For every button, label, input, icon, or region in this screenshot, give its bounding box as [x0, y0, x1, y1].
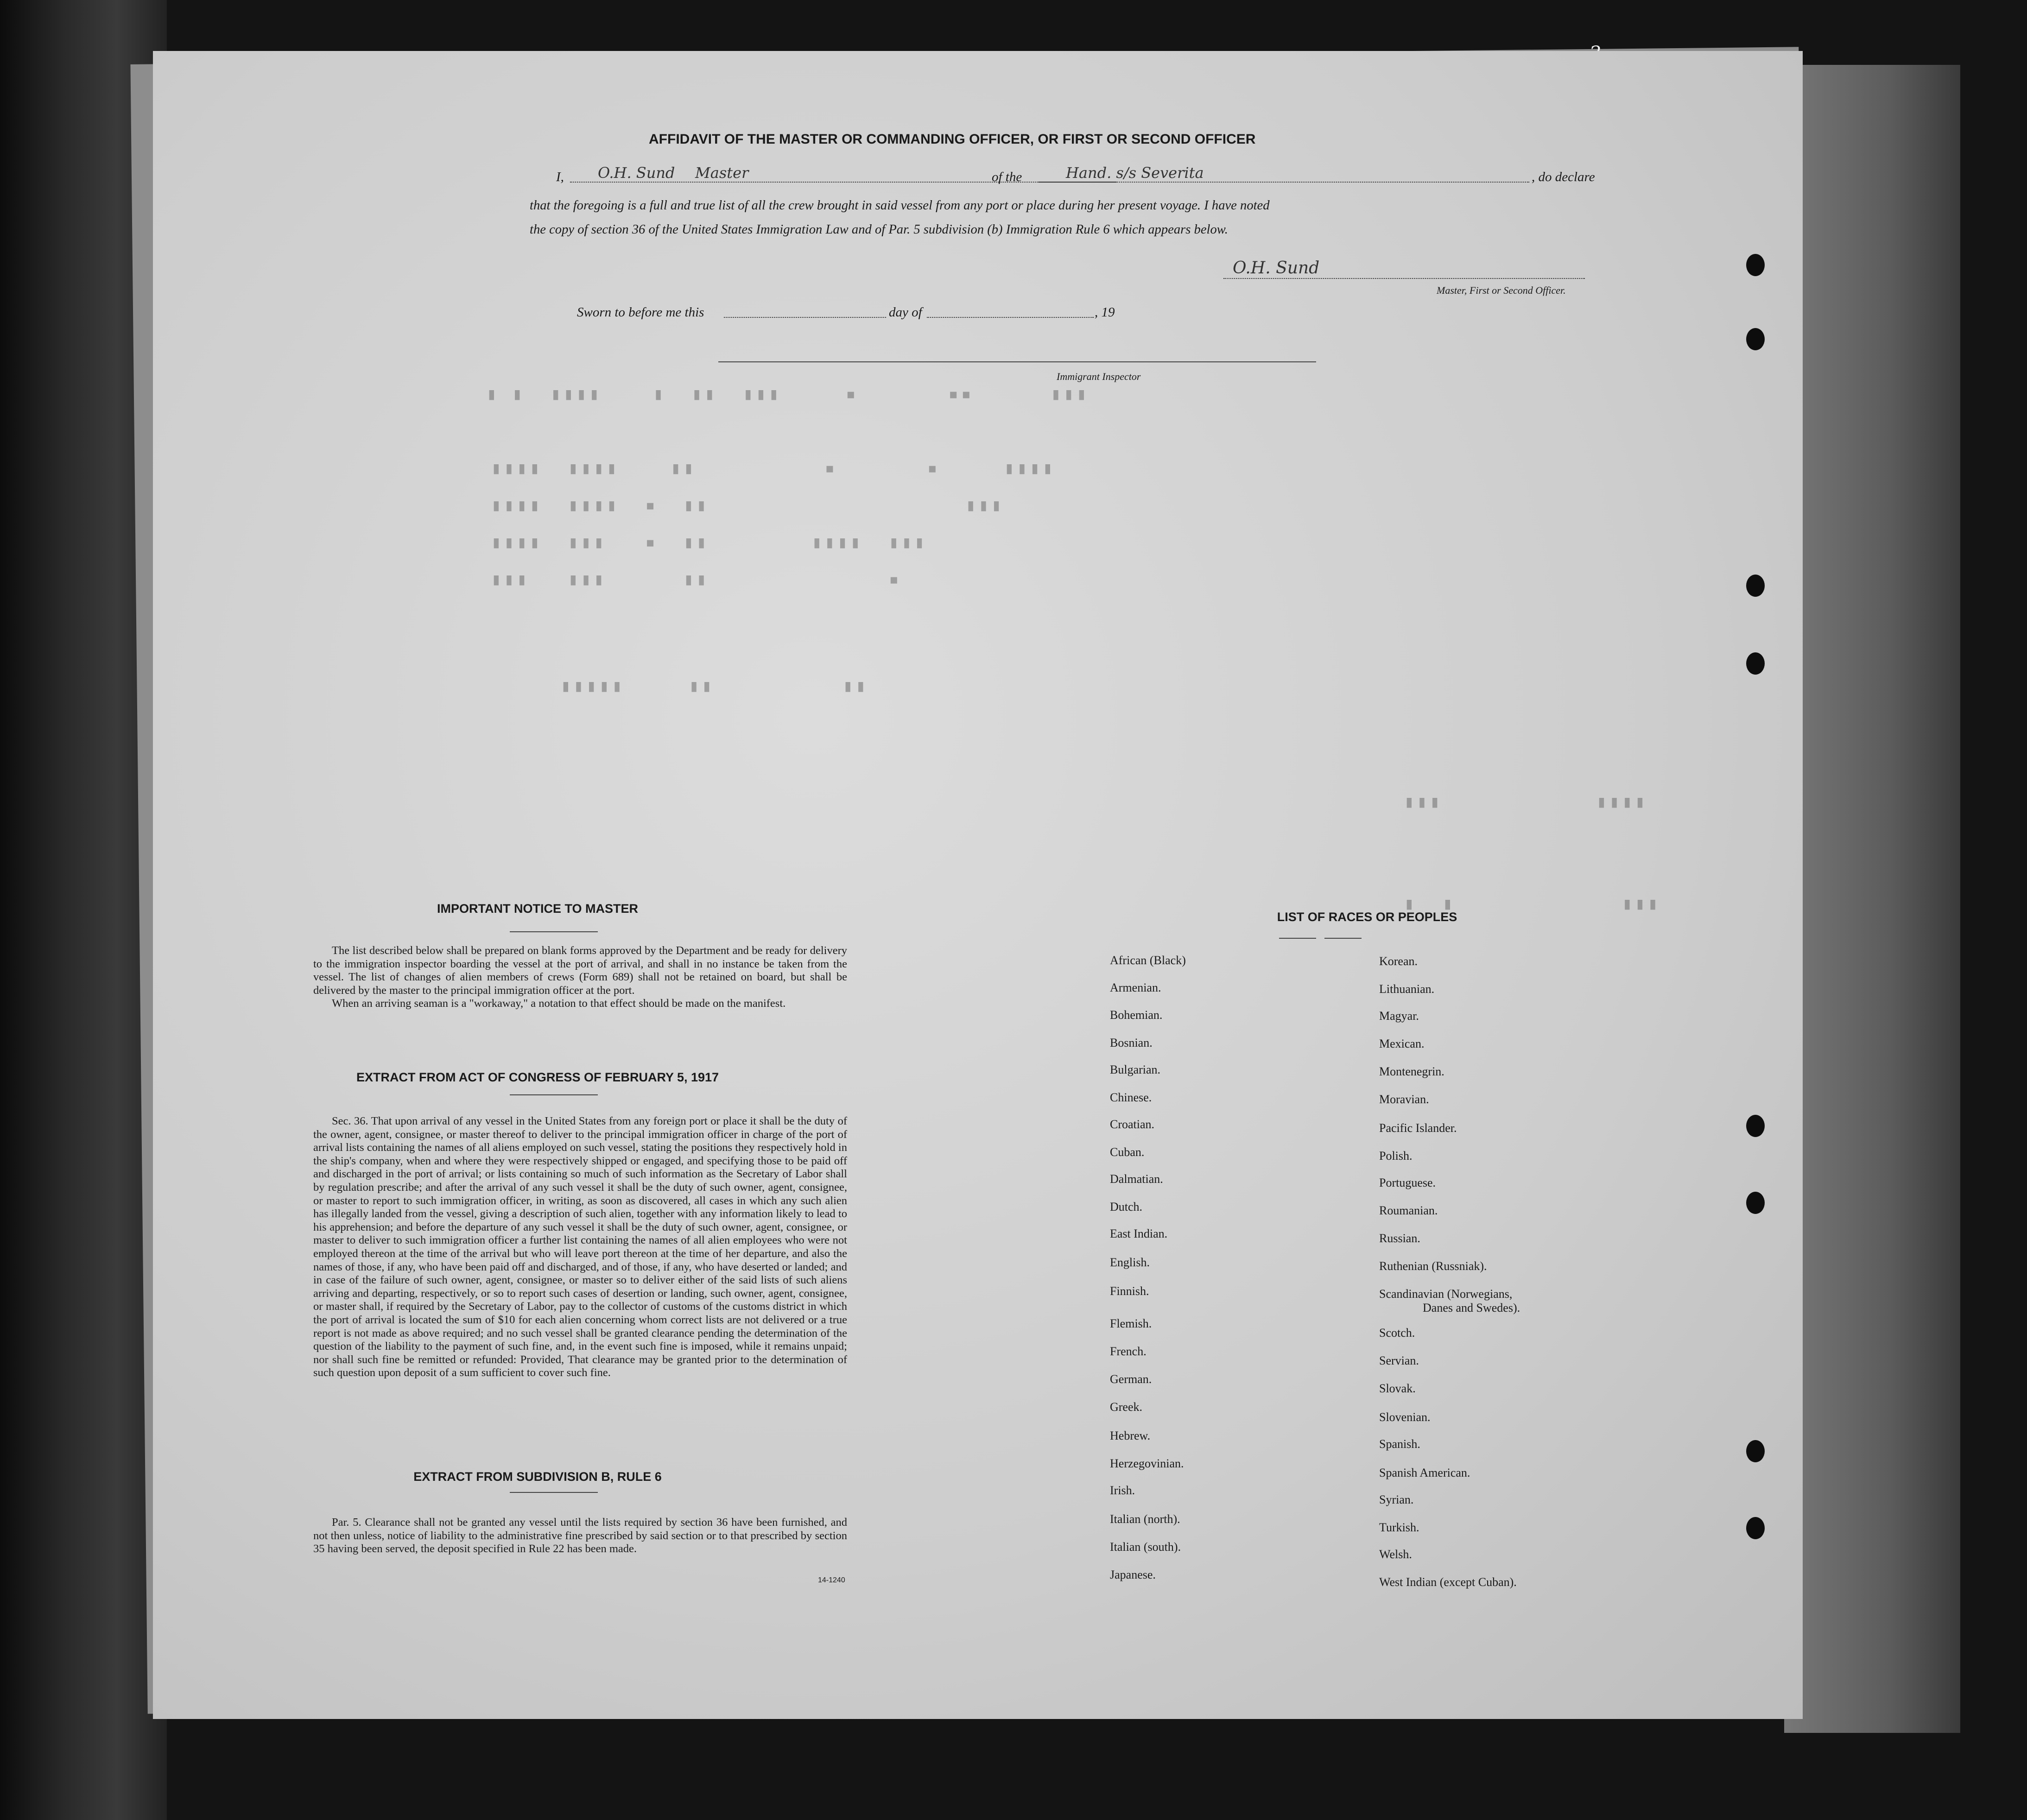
- race-item: Polish.: [1379, 1149, 1413, 1163]
- race-item: Greek.: [1110, 1400, 1143, 1414]
- bleed-through-text: ▮▮▮▮ ▮▮▮▮ ▪ ▮▮ ▮▮▮: [491, 496, 1004, 515]
- race-item: Montenegrin.: [1379, 1065, 1444, 1078]
- race-item: Scandinavian (Norwegians,: [1379, 1287, 1513, 1301]
- manifest-page: [153, 51, 1803, 1719]
- bleed-through-text: ▮▮▮ ▮▮▮ ▮▮ ▪: [491, 570, 902, 589]
- punch-hole: [1746, 652, 1765, 675]
- punch-hole: [1746, 328, 1765, 350]
- race-item: French.: [1110, 1345, 1147, 1358]
- race-item: Bohemian.: [1110, 1008, 1163, 1022]
- race-item: Croatian.: [1110, 1118, 1155, 1131]
- race-item: Italian (south).: [1110, 1540, 1181, 1554]
- race-item: Mexican.: [1379, 1037, 1425, 1050]
- bleed-through-text: ▮▮▮▮▮ ▮▮ ▮▮: [561, 676, 869, 695]
- race-item: Scotch.: [1379, 1326, 1415, 1340]
- races-heading-rule: [1324, 938, 1362, 939]
- master-rank: Master: [695, 164, 749, 182]
- race-item: Japanese.: [1110, 1568, 1156, 1581]
- form-number: 14-1240: [818, 1576, 845, 1584]
- extract-1-heading: EXTRACT FROM ACT OF CONGRESS OF FEBRUARY 5, 1917: [356, 1070, 719, 1084]
- race-item: Servian.: [1379, 1354, 1419, 1367]
- race-item: Slovenian.: [1379, 1410, 1431, 1424]
- bleed-through-text: ▮ ▮ ▮▮▮▮ ▮ ▮▮ ▮▮▮ ▪ ▪▪ ▮▮▮: [487, 385, 1090, 404]
- race-item: Hebrew.: [1110, 1429, 1151, 1442]
- race-item: Armenian.: [1110, 981, 1161, 994]
- race-item: Cuban.: [1110, 1145, 1145, 1159]
- extract-1-body: [313, 1115, 847, 1380]
- race-item: Dutch.: [1110, 1200, 1143, 1213]
- notice-heading: IMPORTANT NOTICE TO MASTER: [437, 902, 638, 916]
- underlying-sheet-edge: [1784, 65, 1960, 1733]
- affidavit-title: AFFIDAVIT OF THE MASTER OR COMMANDING OFFICER, OR FIRST OR SECOND OFFICER: [649, 132, 1256, 147]
- rule-6-text: Par. 5. Clearance shall not be granted any vessel until the lists required by section 36 have been furnished, and not then unless, notice of liability to the administrative fine prescribed by said section or to that prescribed by section 35 having been served, the deposit specified in Rule 22 has been made.: [313, 1516, 847, 1555]
- extract-2-heading: EXTRACT FROM SUBDIVISION B, RULE 6: [413, 1470, 662, 1484]
- name-rule: [570, 182, 1117, 183]
- race-item: Dalmatian.: [1110, 1172, 1163, 1186]
- race-item: Herzegovinian.: [1110, 1457, 1184, 1470]
- signature-caption: Master, First or Second Officer.: [1437, 284, 1566, 296]
- notice-paragraph-1: The list described below shall be prepared on blank forms approved by the Department and be ready for delivery to the immigration inspector boarding the vessel at the port of arrival, and shall in no instance be taken from the vessel. The list of changes of alien members of crews (Form 689) shall not be retained on board, but shall be delivered by the master to the principal immigration officer at the port.: [313, 944, 847, 997]
- race-item: African (Black): [1110, 954, 1186, 967]
- race-item: Portuguese.: [1379, 1176, 1436, 1189]
- day-of-label: day of: [889, 305, 922, 320]
- race-item: Finnish.: [1110, 1284, 1149, 1298]
- bleed-through-text: ▮▮▮ ▮▮▮▮: [1404, 792, 1648, 811]
- race-item: Italian (north).: [1110, 1512, 1180, 1526]
- section-36-text: Sec. 36. That upon arrival of any vessel in the United States from any foreign port or place it shall be the duty of the owner, agent, consignee, or master thereof to deliver to the principal immigration officer in charge of the port of arrival lists containing the names of all aliens employed on such vessel, stating the positions they respectively hold in the ship's company, when and where they were respectively shipped or engaged, and specifying those to be paid off and discharged in the port of arrival; or lists containing so much of such information as the Secretary of Labor shall by regulation prescribe; and after the arrival of any such vessel it shall be the duty of such owner, agent, consignee, or master to report to such immigration officer, in writing, as soon as discovered, all cases in which any such alien has illegally landed from the vessel, giving a description of such alien, together with any information likely to lead to his apprehension; and before the departure of any such vessel it shall be the duty of such owner, agent, consignee, or master to deliver to such immigration officer a further list containing the names of all alien employees who were not employed thereon at the time of the arrival but who will leave port thereon at the time of her departure, and also the names of those, if any, who have been paid off and discharged, and of those, if any, who have deserted or landed; and in case of the failure of such owner, agent, consignee, or master so to deliver either of the said lists of such aliens arriving and departing, respectively, or so to report such cases of desertion or landing, such owner, agent, consignee, or master shall, if required by the Secretary of Labor, pay to the collector of customs of the customs district in which the port of arrival is located the sum of $10 for each alien concerning whom correct lists are not delivered or a true report is not made as above required; and no such vessel shall be granted clearance pending the determination of the question of the liability to the payment of such fine, and, in the event such fine is imposed, while it remains unpaid; nor shall such fine be remitted or refunded: Provided, That clearance may be granted prior to the determination of such question upon deposit of a sum sufficient to cover such fine.: [313, 1115, 847, 1379]
- race-item: Spanish.: [1379, 1437, 1420, 1451]
- do-declare-label: , do declare: [1532, 170, 1595, 184]
- race-item: Welsh.: [1379, 1548, 1412, 1561]
- race-item: English.: [1110, 1256, 1150, 1269]
- master-signature: O.H. Sund: [1233, 259, 1320, 278]
- race-item: Spanish American.: [1379, 1466, 1470, 1479]
- of-the-label: of the: [992, 170, 1022, 184]
- race-item: Korean.: [1379, 954, 1418, 968]
- races-heading: LIST OF RACES OR PEOPLES: [1277, 910, 1457, 924]
- race-item: Danes and Swedes).: [1423, 1301, 1520, 1314]
- race-item: Slovak.: [1379, 1382, 1416, 1395]
- race-item: Bulgarian.: [1110, 1063, 1161, 1076]
- race-item: Turkish.: [1379, 1521, 1419, 1534]
- race-item: Irish.: [1110, 1484, 1135, 1497]
- sworn-day-rule: [724, 317, 886, 318]
- inspector-rule: [718, 361, 1316, 362]
- affidavit-line-3: the copy of section 36 of the United States Immigration Law and of Par. 5 subdivision (b) Immigration Rule 6 which appears below.: [530, 222, 1228, 237]
- bleed-through-text: ▮ ▮ ▮▮▮: [1404, 894, 1661, 913]
- punch-hole: [1746, 1440, 1765, 1462]
- punch-hole: [1746, 1192, 1765, 1214]
- race-item: German.: [1110, 1372, 1152, 1386]
- race-item: Flemish.: [1110, 1317, 1152, 1330]
- race-item: Magyar.: [1379, 1009, 1419, 1023]
- i-label: I,: [556, 170, 564, 184]
- extract-2-body: [313, 1516, 847, 1556]
- sworn-label: Sworn to before me this: [577, 305, 704, 320]
- notice-body: [313, 944, 847, 1011]
- inspector-caption: Immigrant Inspector: [1057, 371, 1141, 382]
- bleed-through-text: ▮▮▮▮ ▮▮▮▮ ▮▮ ▪ ▪ ▮▮▮▮: [491, 459, 1056, 478]
- race-item: Lithuanian.: [1379, 982, 1435, 996]
- notice-heading-rule: [510, 931, 598, 932]
- punch-hole: [1746, 575, 1765, 597]
- sworn-month-rule: [927, 317, 1094, 318]
- race-item: Chinese.: [1110, 1091, 1152, 1104]
- race-item: Pacific Islander.: [1379, 1121, 1457, 1135]
- race-item: Moravian.: [1379, 1093, 1429, 1106]
- race-item: Syrian.: [1379, 1493, 1414, 1506]
- signature-rule: [1223, 278, 1585, 279]
- races-heading-rule: [1279, 938, 1316, 939]
- affidavit-line-2: that the foregoing is a full and true list of all the crew brought in said vessel from any port or place during her present voyage. I have noted: [530, 198, 1270, 213]
- notice-paragraph-2: When an arriving seaman is a "workaway," a notation to that effect should be made on the manifest.: [332, 997, 786, 1010]
- race-item: East Indian.: [1110, 1227, 1168, 1240]
- race-item: Roumanian.: [1379, 1204, 1438, 1217]
- punch-hole: [1746, 1115, 1765, 1137]
- master-name: O.H. Sund: [598, 164, 675, 182]
- vessel-rule: [1038, 182, 1529, 183]
- bleed-through-text: ▮▮▮▮ ▮▮▮ ▪ ▮▮ ▮▮▮▮ ▮▮▮: [491, 533, 927, 552]
- extract-1-heading-rule: [510, 1094, 598, 1095]
- extract-2-heading-rule: [510, 1492, 598, 1493]
- punch-hole: [1746, 254, 1765, 276]
- punch-hole: [1746, 1517, 1765, 1539]
- race-item: West Indian (except Cuban).: [1379, 1575, 1517, 1589]
- year-label: , 19: [1095, 305, 1115, 320]
- race-item: Ruthenian (Russniak).: [1379, 1259, 1487, 1273]
- race-item: Bosnian.: [1110, 1036, 1153, 1049]
- vessel-name: Hand. s/s Severita: [1066, 164, 1204, 182]
- race-item: Russian.: [1379, 1232, 1420, 1245]
